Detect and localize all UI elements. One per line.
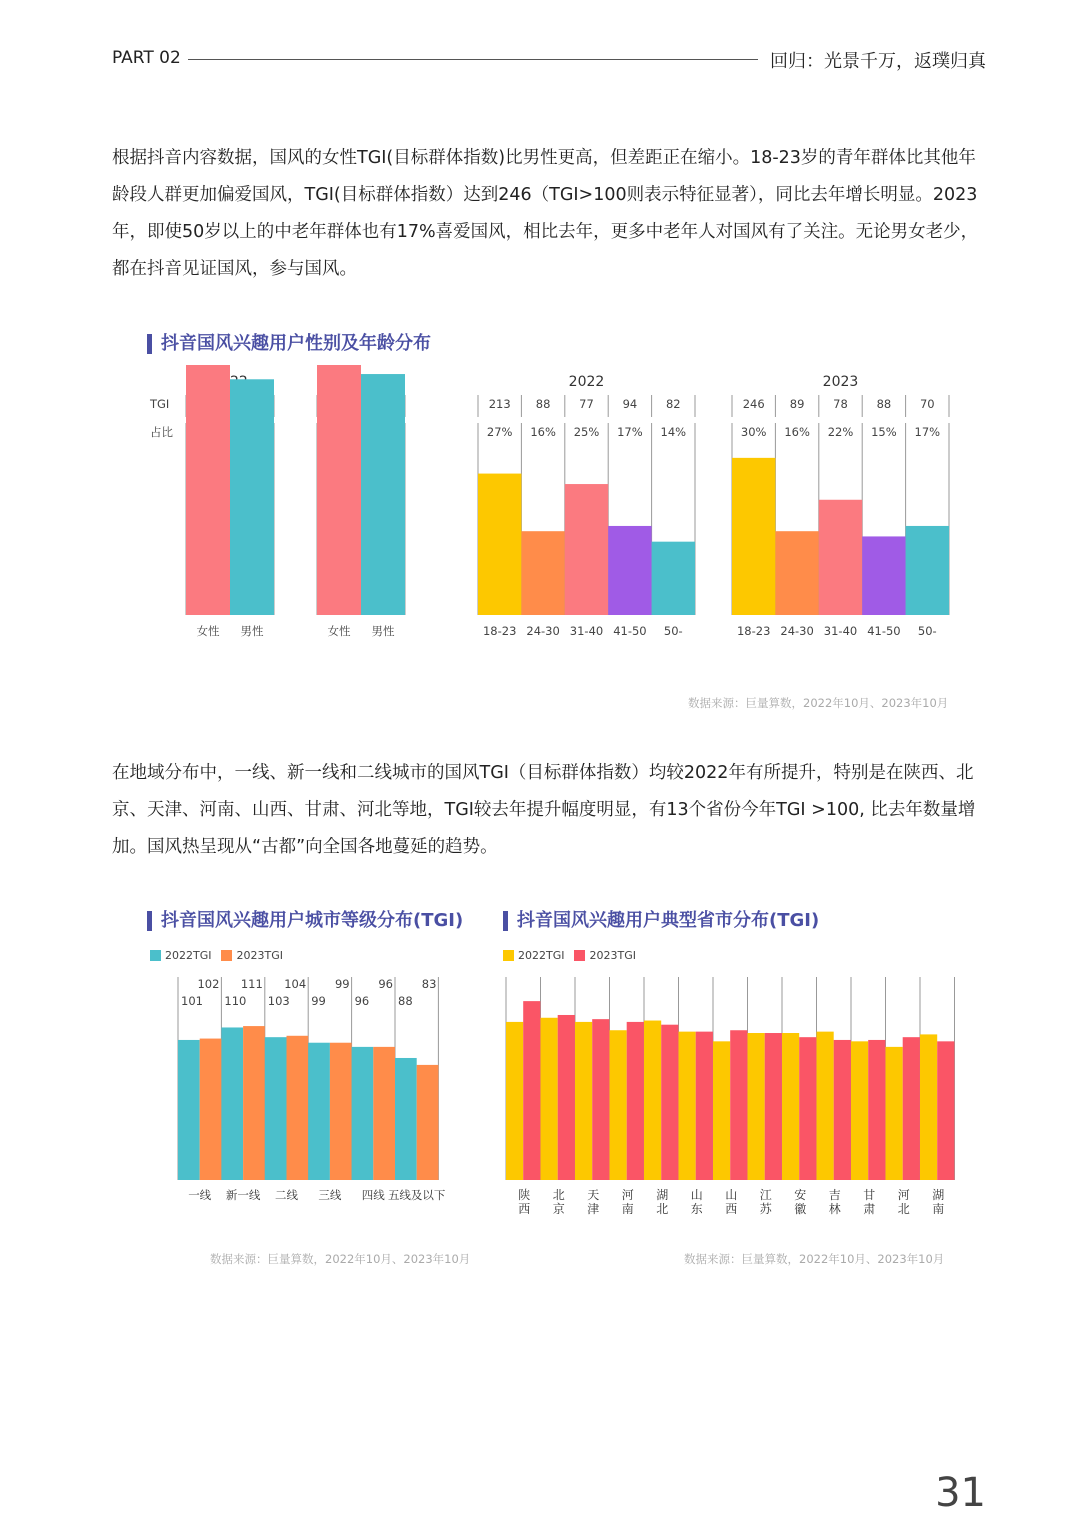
- bar-2023TGI-四线: [373, 1047, 395, 1180]
- legend-swatch-2023: [574, 950, 585, 961]
- row-label-tgi: TGI: [150, 397, 170, 411]
- category-label: 河南: [621, 1188, 634, 1216]
- value-label-2022: 88: [398, 994, 413, 1008]
- tgi-value: 82: [665, 397, 681, 411]
- category-label: 18-23: [736, 624, 771, 638]
- bar-2022TGI-北京: [541, 1018, 558, 1180]
- share-value: 27%: [486, 425, 513, 439]
- bar-2023TGI-湖南: [937, 1041, 954, 1180]
- bar-2023TGI-河北: [903, 1037, 920, 1180]
- category-label: 24-30: [780, 624, 814, 638]
- share-value: 30%: [740, 425, 767, 439]
- category-label: 四线: [361, 1188, 385, 1202]
- value-label-2023: 99: [334, 977, 350, 991]
- value-label-2023: 111: [240, 977, 263, 991]
- bar-2023TGI-陕西: [523, 1001, 540, 1180]
- share-value: 25%: [573, 425, 600, 439]
- section-title: 回归：光景千万，返璞归真: [770, 51, 986, 72]
- bar-2022TGI-湖南: [920, 1034, 937, 1180]
- bar-2022TGI-河南: [610, 1030, 627, 1180]
- bar-男性: [361, 374, 405, 615]
- category-label: 山东: [690, 1188, 703, 1216]
- bar-2022TGI-一线: [178, 1040, 200, 1180]
- category-label: 女性: [327, 624, 351, 638]
- value-label-2023: 102: [197, 977, 220, 991]
- bar-2023TGI-湖北: [661, 1025, 678, 1180]
- bar-2022TGI-甘肃: [851, 1041, 868, 1180]
- category-label: 吉林: [828, 1188, 841, 1216]
- header-divider: [188, 59, 758, 60]
- chart1-title: 抖音国风兴趣用户性别及年龄分布: [147, 334, 431, 354]
- bar-2022TGI-二线: [265, 1037, 287, 1180]
- bar-18-23: [478, 474, 521, 615]
- bar-2023TGI-一线: [200, 1039, 222, 1180]
- bar-50-: [652, 542, 695, 615]
- page-number: 31: [935, 1470, 986, 1516]
- bar-50-: [906, 526, 949, 615]
- category-label: 河北: [897, 1188, 910, 1216]
- chart2-source: 数据来源：巨量算数，2022年10月、2023年10月: [210, 1252, 471, 1266]
- category-label: 安徽: [794, 1188, 807, 1216]
- category-label: 天津: [587, 1188, 600, 1216]
- bar-2023TGI-吉林: [834, 1040, 851, 1180]
- bar-2022TGI-江苏: [748, 1033, 765, 1180]
- value-label-2023: 104: [284, 977, 307, 991]
- category-label: 五线及以下: [387, 1188, 446, 1202]
- bar-2023TGI-山东: [696, 1032, 713, 1180]
- share-value: 14%: [660, 425, 687, 439]
- bar-2022TGI-四线: [352, 1047, 374, 1180]
- value-label-2023: 83: [421, 977, 437, 991]
- bar-2022TGI-五线及以下: [395, 1058, 417, 1180]
- bar-2022TGI-安徽: [782, 1033, 799, 1180]
- chart3-title: 抖音国风兴趣用户典型省市分布(TGI): [503, 911, 819, 931]
- category-label: 二线: [275, 1188, 298, 1202]
- category-label: 江苏: [759, 1188, 772, 1216]
- province-chart: [500, 972, 960, 1222]
- gender-age-chart: [140, 365, 970, 650]
- category-label: 41-50: [613, 624, 647, 638]
- bar-2023TGI-北京: [558, 1015, 575, 1180]
- bar-31-40: [565, 484, 608, 615]
- share-value: 17%: [617, 425, 643, 439]
- category-label: 山西: [725, 1188, 738, 1216]
- bar-2023TGI-三线: [330, 1043, 352, 1180]
- bar-24-30: [521, 531, 564, 615]
- bar-2022TGI-湖北: [644, 1021, 661, 1180]
- value-label-2023: 96: [378, 977, 393, 991]
- category-label: 北京: [552, 1188, 565, 1216]
- chart2-legend: [150, 949, 283, 962]
- tgi-value: 88: [535, 397, 551, 411]
- value-label-2022: 96: [354, 994, 370, 1008]
- share-value: 17%: [914, 425, 941, 439]
- bar-2022TGI-山东: [679, 1032, 696, 1180]
- bar-24-30: [775, 531, 818, 615]
- share-value: 15%: [871, 425, 897, 439]
- value-label-2022: 110: [224, 994, 247, 1008]
- bar-2023TGI-五线及以下: [417, 1065, 439, 1180]
- tgi-value: 77: [579, 397, 594, 411]
- tgi-value: 70: [919, 397, 935, 411]
- category-label: 41-50: [867, 624, 901, 638]
- tgi-value: 246: [742, 397, 765, 411]
- chart2-title: 抖音国风兴趣用户城市等级分布(TGI): [147, 911, 463, 931]
- category-label: 31-40: [823, 624, 858, 638]
- share-value: 16%: [784, 425, 810, 439]
- category-label: 50-: [663, 624, 683, 638]
- chart3-legend: [503, 949, 636, 962]
- bar-2023TGI-河南: [627, 1022, 644, 1180]
- category-label: 18-23: [482, 624, 517, 638]
- category-label: 31-40: [569, 624, 604, 638]
- legend-label-2022: 2022TGI: [165, 949, 212, 962]
- bar-2022TGI-山西: [713, 1041, 730, 1180]
- value-label-2022: 101: [181, 994, 203, 1008]
- value-label-2022: 99: [311, 994, 326, 1008]
- tgi-value: 213: [488, 397, 511, 411]
- bar-2022TGI-天津: [575, 1022, 592, 1180]
- share-value: 22%: [827, 425, 854, 439]
- bar-2023TGI-天津: [592, 1019, 609, 1180]
- value-label-2022: 103: [267, 994, 290, 1008]
- category-label: 湖南: [932, 1188, 945, 1216]
- bar-2022TGI-新一线: [221, 1027, 243, 1180]
- intro-paragraph: 根据抖音内容数据，国风的女性TGI(目标群体指数)比男性更高，但差距正在缩小。18-23岁的青年群体比其他年龄段人群更加偏爱国风，TGI(目标群体指数）达到246（TGI>100则表示特征显著），同比去年增长明显。2023年，即使50岁以上的中老年群体也有17%喜爱国风，相比去年，更多中老年人对国风有了关注。无论男女老少，都在抖音见证国风，参与国风。: [112, 148, 979, 279]
- bar-18-23: [732, 458, 775, 615]
- category-label: 女性: [196, 624, 220, 638]
- part-label: PART 02: [112, 48, 181, 68]
- share-value: 16%: [530, 425, 556, 439]
- row-label-share: 占比: [150, 425, 173, 439]
- bar-男性: [230, 379, 274, 615]
- category-label: 男性: [371, 624, 395, 638]
- bar-2022TGI-陕西: [506, 1022, 523, 1180]
- category-label: 陕西: [518, 1188, 531, 1216]
- tgi-value: 88: [876, 397, 892, 411]
- legend-label-2023: 2023TGI: [236, 949, 283, 962]
- legend-label-2023: 2023TGI: [589, 949, 636, 962]
- legend-swatch-2022: [150, 950, 161, 961]
- category-label: 50-: [917, 624, 937, 638]
- category-label: 三线: [318, 1188, 342, 1202]
- category-label: 24-30: [526, 624, 560, 638]
- bar-2023TGI-江苏: [765, 1033, 782, 1180]
- chart1-source: 数据来源：巨量算数，2022年10月、2023年10月: [688, 696, 949, 710]
- category-label: 甘肃: [863, 1188, 876, 1216]
- tgi-value: 89: [789, 397, 805, 411]
- bar-2022TGI-吉林: [817, 1032, 834, 1180]
- category-label: 一线: [188, 1188, 212, 1202]
- chart3-source: 数据来源：巨量算数，2022年10月、2023年10月: [684, 1252, 945, 1266]
- legend-swatch-2023: [221, 950, 232, 961]
- category-label: 男性: [240, 624, 264, 638]
- category-label: 湖北: [656, 1188, 669, 1216]
- bar-2022TGI-三线: [308, 1043, 330, 1180]
- city-tier-chart: [170, 972, 470, 1212]
- category-label: 新一线: [225, 1188, 261, 1202]
- panel-year-label: 2022: [568, 374, 605, 390]
- bar-2023TGI-甘肃: [868, 1040, 885, 1180]
- bar-2023TGI-山西: [730, 1030, 747, 1180]
- bar-2023TGI-安徽: [799, 1037, 816, 1180]
- panel-year-label: 2023: [822, 374, 859, 390]
- bar-2022TGI-河北: [886, 1047, 903, 1180]
- bar-2023TGI-新一线: [243, 1026, 265, 1180]
- legend-label-2022: 2022TGI: [518, 949, 565, 962]
- legend-swatch-2022: [503, 950, 514, 961]
- tgi-value: 94: [622, 397, 638, 411]
- region-paragraph: 在地域分布中，一线、新一线和二线城市的国风TGI（目标群体指数）均较2022年有所提升，特别是在陕西、北京、天津、河南、山西、甘肃、河北等地，TGI较去年提升幅度明显，有13个省份今年TGI >100, 比去年数量增加。国风热呈现从“古都”向全国各地蔓延的趋势。: [112, 763, 976, 857]
- tgi-value: 78: [833, 397, 848, 411]
- bar-女性: [317, 365, 361, 615]
- bar-41-50: [862, 536, 905, 615]
- bar-女性: [186, 365, 230, 615]
- bar-2023TGI-二线: [287, 1036, 309, 1180]
- bar-41-50: [608, 526, 651, 615]
- bar-31-40: [819, 500, 862, 615]
